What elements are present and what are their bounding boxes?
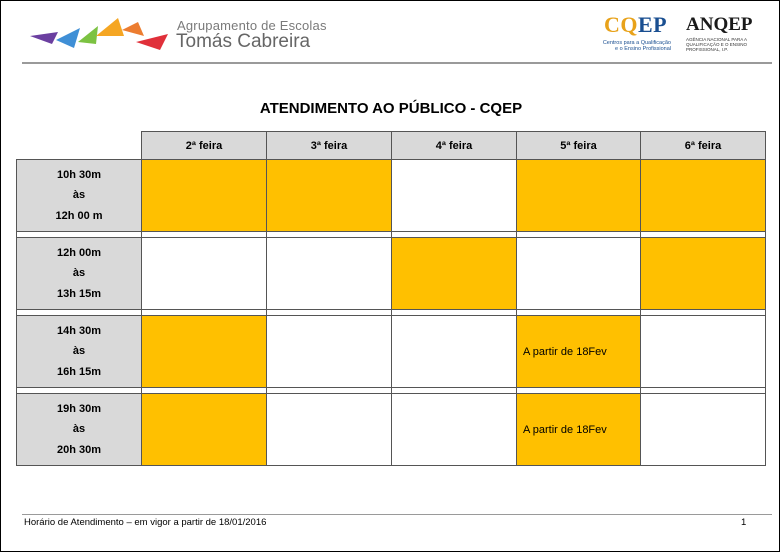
page-number: 1 — [741, 517, 747, 528]
schedule-row — [17, 238, 766, 310]
header-corner — [17, 132, 142, 160]
slot-available — [517, 160, 641, 232]
time-line: 20h 30m — [56, 443, 102, 456]
time-line: 12h 00 m — [55, 209, 103, 222]
school-name-line1: Agrupamento de Escolas — [177, 18, 327, 33]
slot-empty — [142, 238, 267, 310]
footer-divider — [22, 514, 772, 515]
time-line: às — [72, 345, 86, 358]
time-slot-cell — [17, 238, 142, 310]
cqep-logo-part2: EP — [638, 12, 668, 37]
slot-empty — [392, 160, 517, 232]
slot-empty — [392, 394, 517, 466]
day-header: 5ª feira — [517, 132, 641, 160]
school-logo-icon — [28, 14, 178, 58]
cqep-tagline: Centros para a Qualificação e o Ensino Profissional — [602, 40, 671, 52]
time-slot-cell — [17, 160, 142, 232]
schedule-row — [17, 316, 766, 388]
slot-empty — [267, 238, 392, 310]
slot-empty — [517, 238, 641, 310]
anqep-logo: ANQEP — [686, 14, 753, 35]
day-header: 2ª feira — [142, 132, 267, 160]
day-header: 4ª feira — [392, 132, 517, 160]
time-line: 19h 30m — [56, 402, 102, 415]
time-line: às — [72, 189, 86, 202]
time-line: 13h 15m — [56, 287, 102, 300]
school-name-line2: Tomás Cabreira — [176, 31, 311, 52]
anqep-tagline: AGÊNCIA NACIONAL PARA A QUALIFICAÇÃO E O ENSINO PROFISSIONAL, I.P. — [686, 37, 748, 52]
slot-available — [641, 160, 766, 232]
slot-available: A partir de 18Fev — [517, 316, 641, 388]
day-header: 3ª feira — [267, 132, 392, 160]
time-line: 16h 15m — [56, 365, 102, 378]
slot-empty — [267, 394, 392, 466]
time-line: às — [72, 423, 86, 436]
time-line: 12h 00m — [56, 246, 102, 259]
slot-available — [142, 316, 267, 388]
schedule-table — [16, 131, 766, 466]
slot-available — [267, 160, 392, 232]
slot-available — [641, 238, 766, 310]
slot-empty — [641, 394, 766, 466]
page-title: ATENDIMENTO AO PÚBLICO - CQEP — [259, 100, 523, 117]
slot-available: A partir de 18Fev — [517, 394, 641, 466]
slot-available — [392, 238, 517, 310]
slot-available — [142, 160, 267, 232]
header-divider — [22, 62, 772, 64]
schedule-header-row — [17, 132, 766, 160]
time-slot-cell — [17, 316, 142, 388]
time-line: às — [72, 267, 86, 280]
day-header: 6ª feira — [641, 132, 766, 160]
slot-empty — [267, 316, 392, 388]
time-line: 10h 30m — [56, 168, 102, 181]
slot-empty — [641, 316, 766, 388]
cqep-logo — [604, 12, 667, 38]
schedule-row — [17, 394, 766, 466]
time-slot-cell — [17, 394, 142, 466]
cqep-logo-part1: CQ — [604, 12, 638, 37]
time-line: 14h 30m — [56, 324, 102, 337]
schedule-row — [17, 160, 766, 232]
slot-available — [142, 394, 267, 466]
slot-empty — [392, 316, 517, 388]
footer-text: Horário de Atendimento – em vigor a partir de 18/01/2016 — [24, 517, 267, 528]
